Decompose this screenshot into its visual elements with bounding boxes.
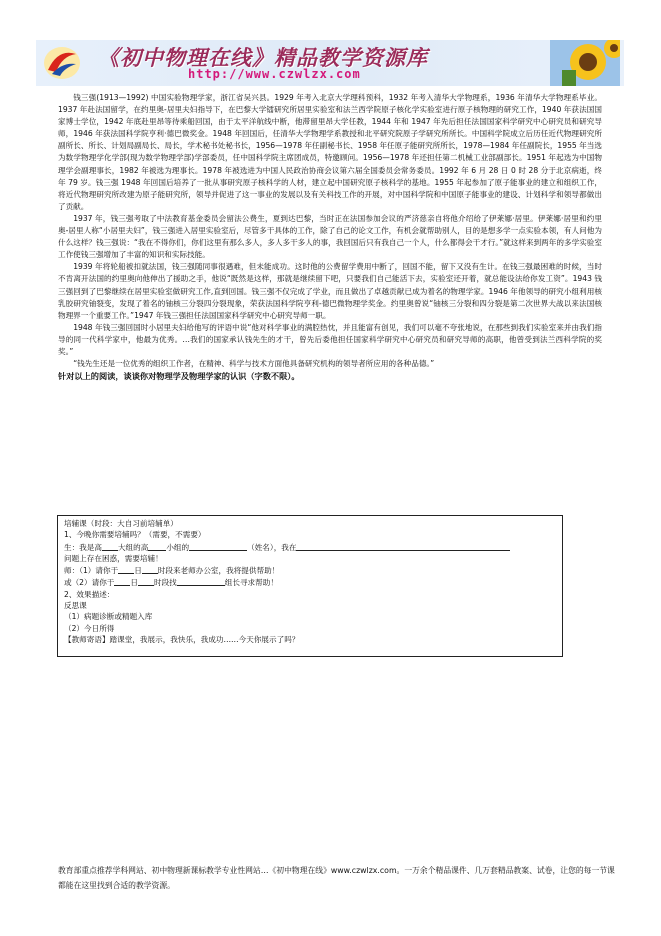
- paragraph-evaluation: 1948 年钱三强回国时小居里夫妇给他写的评语中说“他对科学事业的满腔热忱，并且能富有创见，我们可以毫不夸张地说，在那些到我们实验室来并由我们指导的同一代科学家中，他最为优秀。…我们的国家承认钱先生的才干，曾先后委他担任国家科学研究中心研究员和研究导师的高职，他曾受到法兰西科学院的奖奖。”: [58, 322, 602, 356]
- group-blank[interactable]: [148, 541, 166, 551]
- teacher-line: 师：（1）请你于 日 时段来老师办公室，我将提供帮助！: [64, 566, 280, 576]
- problem-line: 问题上存在困惑，需要培辅！: [64, 553, 163, 563]
- reading-question: 针对以上的阅读，谈谈你对物理学及物理学家的认识（字数不限）。: [58, 371, 300, 382]
- form-question-2: 2、效果描述：: [64, 589, 115, 599]
- reflection-item-1: （1）病题诊断或精题入库: [64, 612, 153, 622]
- article-body: [58, 92, 602, 382]
- banner-title: 《初中物理在线》精品教学资源库: [98, 45, 428, 70]
- header-banner: [36, 40, 624, 86]
- tutoring-form: [57, 515, 563, 657]
- student-line: 生：我是高 大组的高 小组的 （姓名），我在: [64, 541, 556, 553]
- name-blank[interactable]: [189, 541, 247, 551]
- teacher-date-blank[interactable]: [118, 564, 134, 574]
- teacher-motto: 【教师寄语】踏课堂，我展示，我快乐，我成功……今天你展示了吗？: [64, 634, 300, 644]
- grade-blank[interactable]: [102, 541, 118, 551]
- paragraph-quote: “钱先生还是一位优秀的组织工作者，在精神、科学与技术方面他具备研究机构的领导者所应用的各种品德。”: [73, 359, 435, 369]
- teacher-time-blank[interactable]: [142, 564, 158, 574]
- leader-line: 或（2）请你于 日 时段找 组长寻求帮助！: [64, 578, 278, 588]
- page-footer: [58, 863, 618, 893]
- leader-date-blank[interactable]: [114, 576, 130, 586]
- leader-name-blank[interactable]: [177, 576, 225, 586]
- form-title: 培辅课（时段：大自习前培辅单）: [64, 519, 178, 528]
- paragraph-paris: 1937 年，钱三强考取了中法教育基金委员会留法公费生，夏到达巴黎，当时正在法国参加会议的严济慈亲自将他介绍给了伊莱娜·居里。伊莱娜·居里和约里奥-居里人称“小居里夫妇”，钱三强进入居里实验室后，尽管多干具体的工作，除了自己的论文工作，有机会就帮助别人，目的是想多学一点实验本领，有人问他为什么这样？钱三强说：“我在不得你们，你们这里有那么多人，多人多干多人的事，我回国后只有我自己一个人，什么都得会干才行。”就这样来到两年的多学实验室工作使钱三强增加了丰富的知识和实际技能。: [58, 213, 602, 260]
- banner-url[interactable]: http://www.czwlzx.com: [188, 67, 361, 81]
- reflection-item-2: （2）今日所得: [64, 623, 115, 633]
- reflection-heading: 反思课: [64, 601, 87, 611]
- form-question-1: 1、今晚你需要培辅吗？（需要，不需要）: [64, 530, 206, 540]
- problem-blank[interactable]: [296, 541, 510, 551]
- leader-time-blank[interactable]: [138, 576, 154, 586]
- sunflower-icon: [550, 40, 620, 86]
- site-logo-icon: [42, 44, 82, 82]
- footer-text: 教育部重点推荐学科网站、初中物理新课标教学专业性网站…《初中物理在线》www.czwlzx.com。一万余个精品课件、几万套精品教案、试卷，让您的每一节课都能在这里找到合适的教学资源。: [58, 866, 615, 890]
- paragraph-bio: 钱三强(1913—1992) 中国实验物理学家，浙江省吴兴县。1929 年考入北京大学理科预科，1932 年考入清华大学物理系，1936 年清华大学物理系毕业。1937 年赴法国留学，在约里奥-居里夫妇指导下，在巴黎大学镭研究所居里实验室和法兰西学院原子核化学实验室进行原子核物理的研究工作，1940 年获法国国家博士学位，1942 年底赴里昂等待乘船回国，由于太平洋航线中断，他滞留里昂大学任教，1944 年和 1947 年先后担任法国国家科学研究中心研究员和研究导师，1946 年获法国科学院亨利·德巴微奖金。1948 年回国后，任清华大学物理学系教授和北平研究院原子学研究所所长。中国科学院成立后历任近代物理研究所副所长、所长、计划局副局长、局长，学术秘书处秘书长，1956—1978 年任副秘书长、1958 年任原子能研究所所长，1978—1984 年任副院长，1955 年当选为数学物理学化学部(现为数学物理学部)学部委员，任中国科学院主席团成员，特邀顾问。1956—1978 年还担任第二机械工业部副部长。1951 年起选为中国物理学会副理事长，1982 年被选为理事长。1978 年被选进为中国人民政治协商会议第六届全国委员会常务委员。1992 年 6 月 28 日 0 时 28 分于北京病逝，终年 79 岁。钱三强 1948 年回国后培养了一批从事研究原子核科学的人材，建立起中国研究原子核科学的基地。1955 年起参加了原子能事业的建立和组织工作，将近代物理研究所改建为原子能研究所，领导并促进了这一事业的发展以及有关科技工作的开展，对中国科学院和中国原子能事业的建设、计划科学和领导都做出了贡献。: [58, 93, 602, 211]
- paragraph-wartime: 1939 年将轮船被扣就法国，钱三强随同事很遇难，但未能成功。这时他的公费留学费用中断了，回国不能，留下又没有生计。在钱三强最困难的时候，当时不肯离开法国的约里奥向他伸出了援助之手，他说“既然是这样，那就是继续留下吧，只要我们自己能活下去，实验室还开着，就总能设法给你发工资”。1943 钱三强回到了巴黎继续在居里实验室做研究工作,直到回国。钱三强不仅完成了学业，而且做出了卓越贡献已成为着名的物理学家。1946 年他领导的研究小组利用核乳胶研究铀裂变，发现了着名的铀核三分裂四分裂现象，荣获法国科学院亨利-德巴微物理学奖金。约里奥曾说“铀核三分裂和四分裂是第二次世界大战以来法国核物理界一个重要工作。”1947 年钱三强担任法国国家科学研究中心研究导师一职。: [58, 262, 602, 320]
